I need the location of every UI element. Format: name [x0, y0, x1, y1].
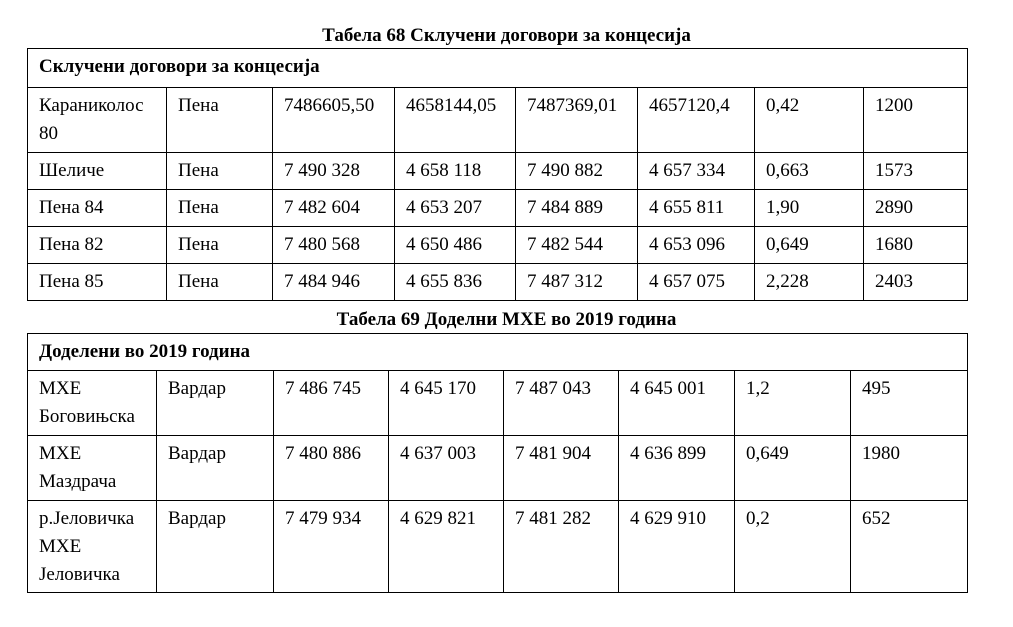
table-cell: Вардар — [157, 436, 274, 501]
table-cell: 4 653 207 — [395, 190, 516, 227]
table-69 — [27, 333, 968, 593]
table-cell: Караниколос 80 — [28, 88, 167, 153]
table-cell: 4 655 836 — [395, 264, 516, 301]
table-cell: 495 — [851, 371, 968, 436]
table-cell: 4 636 899 — [619, 436, 735, 501]
table-cell: Пена 85 — [28, 264, 167, 301]
table-row — [28, 153, 968, 190]
table-row — [28, 371, 968, 436]
table-cell: 1200 — [864, 88, 968, 153]
table-cell: 4 645 001 — [619, 371, 735, 436]
table-cell: р.Јеловичка МХЕ Јеловичка — [28, 501, 157, 593]
table-cell: 7 490 882 — [516, 153, 638, 190]
table-cell: 0,649 — [735, 436, 851, 501]
table-cell: 7 480 568 — [273, 227, 395, 264]
table-cell: 0,649 — [755, 227, 864, 264]
table-68-header: Склучени договори за концесија — [28, 49, 968, 88]
table-cell: 7 482 604 — [273, 190, 395, 227]
table-cell: Шеличе — [28, 153, 167, 190]
table-cell: 2,228 — [755, 264, 864, 301]
table-cell: 4657120,4 — [638, 88, 755, 153]
table-cell: 1,90 — [755, 190, 864, 227]
table-cell: Пена 82 — [28, 227, 167, 264]
table-cell: 7 481 282 — [504, 501, 619, 593]
table-cell: Вардар — [157, 371, 274, 436]
table-cell: 7 484 889 — [516, 190, 638, 227]
table-cell: 7 480 886 — [274, 436, 389, 501]
table-cell: 4 658 118 — [395, 153, 516, 190]
table-cell: 652 — [851, 501, 968, 593]
table-cell: 7 487 043 — [504, 371, 619, 436]
table-cell: 0,42 — [755, 88, 864, 153]
table-row — [28, 436, 968, 501]
table-cell: 7 481 904 — [504, 436, 619, 501]
table-cell: 4 655 811 — [638, 190, 755, 227]
table-cell: 7 484 946 — [273, 264, 395, 301]
table-68 — [27, 48, 968, 301]
table-cell: 2890 — [864, 190, 968, 227]
table-row — [28, 501, 968, 593]
table-cell: 1573 — [864, 153, 968, 190]
table-cell: Пена — [167, 190, 273, 227]
table-cell: Пена — [167, 153, 273, 190]
table-cell: 4 629 910 — [619, 501, 735, 593]
table-cell: МХЕ Маздрача — [28, 436, 157, 501]
table-cell: 0,2 — [735, 501, 851, 593]
table-row — [28, 88, 968, 153]
table-cell: МХЕ Боговињска — [28, 371, 157, 436]
table-cell: 1680 — [864, 227, 968, 264]
table-cell: Пена — [167, 88, 273, 153]
table-cell: 7 487 312 — [516, 264, 638, 301]
table-cell: 4 629 821 — [389, 501, 504, 593]
table-68-caption: Табела 68 Склучени договори за концесија — [322, 25, 691, 46]
table-cell: Пена — [167, 227, 273, 264]
table-cell: Пена — [167, 264, 273, 301]
table-cell: 4 657 075 — [638, 264, 755, 301]
table-row — [28, 190, 968, 227]
table-row — [28, 227, 968, 264]
table-69-header-row — [28, 334, 968, 371]
table-cell: 7 479 934 — [274, 501, 389, 593]
table-cell: 7 482 544 — [516, 227, 638, 264]
table-69-caption: Табела 69 Доделни МХЕ во 2019 година — [336, 309, 677, 330]
table-row — [28, 264, 968, 301]
table-69-header: Доделени во 2019 година — [28, 334, 968, 371]
table-cell: 4 645 170 — [389, 371, 504, 436]
table-cell: 7486605,50 — [273, 88, 395, 153]
table-68-header-row — [28, 49, 968, 88]
table-cell: 7487369,01 — [516, 88, 638, 153]
table-cell: 4 650 486 — [395, 227, 516, 264]
table-cell: 0,663 — [755, 153, 864, 190]
table-cell: 1980 — [851, 436, 968, 501]
table-cell: 4 657 334 — [638, 153, 755, 190]
table-cell: 7 486 745 — [274, 371, 389, 436]
table-cell: 4658144,05 — [395, 88, 516, 153]
table-cell: 4 637 003 — [389, 436, 504, 501]
table-cell: Вардар — [157, 501, 274, 593]
table-cell: 1,2 — [735, 371, 851, 436]
table-cell: 7 490 328 — [273, 153, 395, 190]
table-cell: 4 653 096 — [638, 227, 755, 264]
table-cell: 2403 — [864, 264, 968, 301]
table-cell: Пена 84 — [28, 190, 167, 227]
